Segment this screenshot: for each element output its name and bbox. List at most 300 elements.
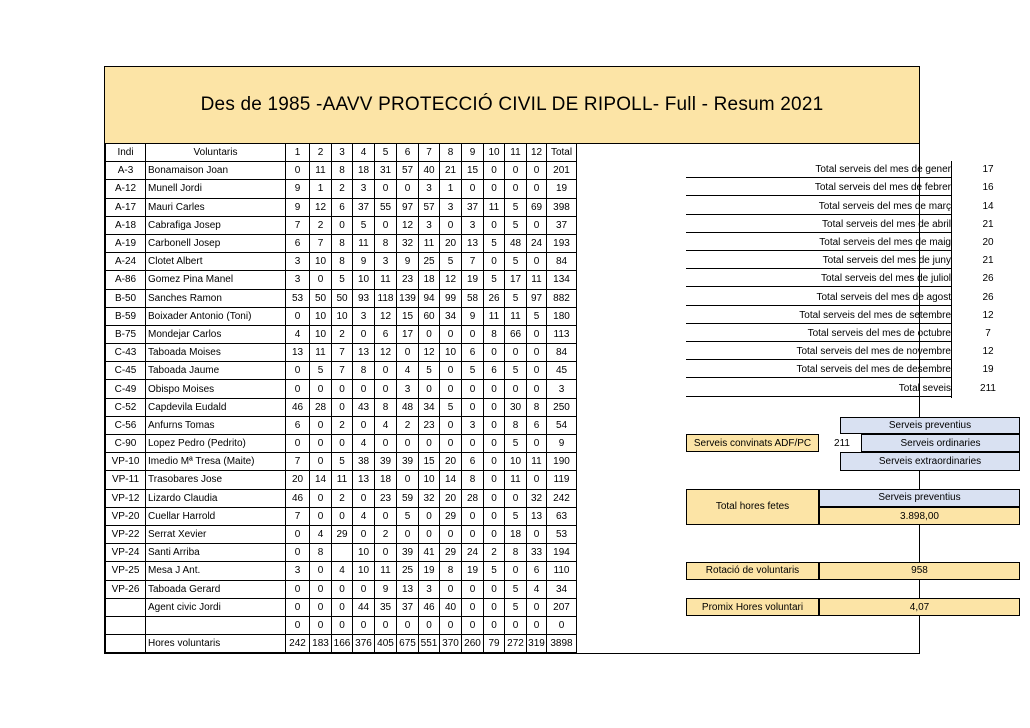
row-name: Taboada Jaume [146, 362, 286, 380]
row-month-value: 8 [332, 234, 353, 252]
row-month-value: 0 [505, 489, 527, 507]
monthly-value: 26 [982, 273, 994, 285]
spreadsheet [104, 66, 996, 654]
row-month-value: 39 [397, 453, 419, 471]
row-month-value: 0 [505, 616, 527, 634]
row-month-value: 26 [484, 289, 505, 307]
row-month-value: 0 [286, 380, 310, 398]
row-month-value: 0 [397, 180, 419, 198]
row-total: 242 [547, 489, 577, 507]
row-month-value: 0 [462, 598, 484, 616]
row-month-value: 0 [332, 580, 353, 598]
row-month-value: 0 [484, 580, 505, 598]
row-month-value: 23 [375, 489, 397, 507]
row-month-value: 2 [332, 489, 353, 507]
row-name: Clotet Albert [146, 253, 286, 271]
row-month-value: 0 [505, 562, 527, 580]
row-month-value: 7 [286, 507, 310, 525]
row-total: 63 [547, 507, 577, 525]
table-row [106, 580, 577, 598]
row-total: 180 [547, 307, 577, 325]
row-month-value: 0 [353, 616, 375, 634]
row-month-value: 10 [332, 307, 353, 325]
row-month-value: 8 [527, 398, 547, 416]
row-month-value: 8 [462, 471, 484, 489]
row-month-value: 3 [286, 253, 310, 271]
monthly-label: Total serveis del mes de octubre [686, 325, 951, 342]
row-month-value: 0 [375, 616, 397, 634]
row-month-value: 12 [440, 271, 462, 289]
row-month-value: 551 [419, 635, 440, 653]
row-id: A-17 [106, 198, 146, 216]
row-month-value: 183 [310, 635, 332, 653]
row-month-value: 30 [505, 398, 527, 416]
table-row [106, 253, 577, 271]
row-month-value: 25 [397, 562, 419, 580]
row-month-value: 0 [484, 162, 505, 180]
table-row [106, 525, 577, 543]
row-month-value: 0 [505, 162, 527, 180]
row-month-value: 8 [332, 162, 353, 180]
row-month-value: 0 [462, 525, 484, 543]
row-month-value: 41 [419, 544, 440, 562]
row-month-value: 4 [353, 435, 375, 453]
row-month-value: 29 [440, 507, 462, 525]
header-month: 5 [375, 144, 397, 162]
row-month-value: 0 [353, 416, 375, 434]
row-month-value: 6 [286, 234, 310, 252]
row-total: 34 [547, 580, 577, 598]
table-row [106, 380, 577, 398]
monthly-value: 20 [982, 237, 994, 248]
hores-sublabel: Serveis preventius [819, 489, 1020, 507]
table-row [106, 307, 577, 325]
row-month-value: 3 [375, 253, 397, 271]
row-month-value: 0 [286, 362, 310, 380]
row-month-value: 0 [484, 253, 505, 271]
row-month-value: 94 [419, 289, 440, 307]
row-month-value: 97 [397, 198, 419, 216]
monthly-label: Total seveis [686, 380, 951, 397]
row-month-value: 58 [462, 289, 484, 307]
header-month: 6 [397, 144, 419, 162]
row-month-value: 11 [375, 271, 397, 289]
row-month-value: 405 [375, 635, 397, 653]
row-month-value: 29 [440, 544, 462, 562]
row-month-value: 6 [332, 198, 353, 216]
row-month-value: 0 [462, 580, 484, 598]
monthly-label: Total serveis del mes de setembre [686, 307, 951, 324]
table-row [106, 416, 577, 434]
row-month-value: 2 [332, 325, 353, 343]
row-month-value: 12 [397, 216, 419, 234]
row-month-value: 4 [332, 562, 353, 580]
row-month-value: 0 [484, 344, 505, 362]
table-row [106, 162, 577, 180]
row-month-value: 0 [310, 380, 332, 398]
row-month-value: 24 [462, 544, 484, 562]
row-total: 3898 [547, 635, 577, 653]
row-id: A-19 [106, 234, 146, 252]
row-month-value: 46 [419, 598, 440, 616]
row-total: 194 [547, 544, 577, 562]
monthly-label: Total serveis del mes de maig [686, 234, 951, 251]
row-month-value: 3 [462, 416, 484, 434]
row-month-value: 11 [332, 471, 353, 489]
rotacio-label: Rotació de voluntaris [686, 562, 819, 580]
row-month-value: 118 [375, 289, 397, 307]
row-month-value: 44 [353, 598, 375, 616]
row-month-value: 0 [484, 489, 505, 507]
row-month-value: 60 [419, 307, 440, 325]
row-month-value: 0 [353, 580, 375, 598]
row-month-value: 0 [462, 435, 484, 453]
header-row [106, 144, 577, 162]
header-month: 10 [484, 144, 505, 162]
row-name: Serrat Xevier [146, 525, 286, 543]
row-id: A-12 [106, 180, 146, 198]
row-month-value: 242 [286, 635, 310, 653]
row-month-value: 99 [440, 289, 462, 307]
monthly-value: 19 [982, 364, 994, 376]
row-month-value: 0 [397, 525, 419, 543]
row-total: 113 [547, 325, 577, 343]
row-name: Agent civic Jordi [146, 598, 286, 616]
row-month-value: 8 [375, 234, 397, 252]
monthly-value: 12 [982, 346, 994, 358]
row-month-value: 48 [505, 234, 527, 252]
row-month-value: 40 [419, 162, 440, 180]
table-row [106, 180, 577, 198]
row-month-value: 0 [484, 416, 505, 434]
row-month-value: 0 [527, 598, 547, 616]
row-month-value: 13 [286, 344, 310, 362]
row-month-value: 19 [462, 562, 484, 580]
row-month-value: 9 [397, 253, 419, 271]
hores-label: Total hores fetes [686, 489, 819, 525]
row-month-value: 79 [484, 635, 505, 653]
row-month-value: 5 [505, 253, 527, 271]
monthly-value: 7 [985, 328, 991, 339]
row-month-value: 11 [353, 234, 375, 252]
row-month-value: 13 [397, 580, 419, 598]
row-month-value: 0 [286, 616, 310, 634]
row-month-value: 4 [375, 416, 397, 434]
row-month-value: 37 [353, 198, 375, 216]
row-month-value: 39 [375, 453, 397, 471]
row-month-value: 37 [397, 598, 419, 616]
monthly-label: Total serveis del mes de abril [686, 216, 951, 233]
row-name: Taboada Moises [146, 344, 286, 362]
hores-value: 3.898,00 [819, 507, 1020, 525]
table-row [106, 453, 577, 471]
row-month-value: 38 [353, 453, 375, 471]
row-total: 3 [547, 380, 577, 398]
row-month-value: 8 [310, 544, 332, 562]
header-month: 7 [419, 144, 440, 162]
row-month-value: 20 [440, 453, 462, 471]
row-month-value: 2 [332, 416, 353, 434]
row-id: VP-10 [106, 453, 146, 471]
row-month-value: 5 [505, 580, 527, 598]
row-name: Carbonell Josep [146, 234, 286, 252]
row-month-value: 0 [484, 398, 505, 416]
row-month-value: 9 [462, 307, 484, 325]
row-month-value: 0 [462, 398, 484, 416]
row-month-value: 0 [527, 362, 547, 380]
row-month-value: 0 [419, 325, 440, 343]
row-month-value: 0 [527, 525, 547, 543]
header-month: 9 [462, 144, 484, 162]
row-month-value: 0 [310, 416, 332, 434]
row-month-value: 0 [310, 435, 332, 453]
row-month-value: 0 [484, 216, 505, 234]
row-month-value: 5 [310, 362, 332, 380]
row-name: Bonamaison Joan [146, 162, 286, 180]
row-month-value: 57 [397, 162, 419, 180]
row-month-value: 0 [527, 380, 547, 398]
row-month-value: 0 [484, 453, 505, 471]
row-month-value: 6 [527, 562, 547, 580]
row-month-value: 11 [505, 307, 527, 325]
row-month-value: 2 [310, 216, 332, 234]
row-month-value: 24 [527, 234, 547, 252]
row-month-value: 0 [332, 398, 353, 416]
monthly-value: 14 [982, 200, 994, 212]
row-month-value: 37 [462, 198, 484, 216]
row-month-value: 0 [353, 380, 375, 398]
row-month-value: 0 [286, 435, 310, 453]
row-month-value: 5 [462, 362, 484, 380]
row-month-value: 25 [419, 253, 440, 271]
row-month-value: 8 [505, 544, 527, 562]
row-month-value: 10 [353, 544, 375, 562]
row-id [106, 616, 146, 634]
row-month-value: 12 [375, 344, 397, 362]
row-month-value: 18 [375, 471, 397, 489]
row-month-value: 0 [375, 507, 397, 525]
row-month-value: 6 [462, 344, 484, 362]
row-month-value: 376 [353, 635, 375, 653]
row-month-value: 0 [440, 216, 462, 234]
row-name: Boixader Antonio (Toni) [146, 307, 286, 325]
row-month-value: 13 [462, 234, 484, 252]
row-month-value: 11 [484, 198, 505, 216]
monthly-value: 26 [982, 291, 994, 303]
row-month-value: 0 [440, 416, 462, 434]
convinats-preventius: Serveis preventius [840, 417, 1020, 434]
row-month-value: 0 [440, 616, 462, 634]
row-month-value: 11 [375, 562, 397, 580]
row-month-value: 0 [419, 525, 440, 543]
row-month-value: 10 [353, 271, 375, 289]
row-total: 0 [547, 616, 577, 634]
row-id: VP-26 [106, 580, 146, 598]
row-month-value: 0 [397, 616, 419, 634]
row-name: Trasobares Jose [146, 471, 286, 489]
row-month-value: 0 [375, 544, 397, 562]
table-row [106, 635, 577, 653]
header-month: 4 [353, 144, 375, 162]
row-month-value: 260 [462, 635, 484, 653]
row-month-value: 5 [505, 435, 527, 453]
row-month-value: 11 [484, 307, 505, 325]
table-row [106, 325, 577, 343]
row-month-value: 0 [484, 507, 505, 525]
table-row [106, 562, 577, 580]
row-month-value: 2 [375, 525, 397, 543]
row-total: 207 [547, 598, 577, 616]
row-total: 54 [547, 416, 577, 434]
row-month-value: 0 [353, 325, 375, 343]
row-month-value: 32 [397, 234, 419, 252]
table-row [106, 489, 577, 507]
header-month: 1 [286, 144, 310, 162]
row-month-value: 39 [397, 544, 419, 562]
row-month-value: 0 [332, 380, 353, 398]
row-month-value: 11 [310, 344, 332, 362]
row-month-value: 0 [484, 471, 505, 489]
row-month-value: 8 [332, 253, 353, 271]
volunteer-table [105, 143, 577, 653]
row-month-value: 14 [440, 471, 462, 489]
row-month-value: 19 [462, 271, 484, 289]
row-month-value: 66 [505, 325, 527, 343]
page-title: Des de 1985 -AAVV PROTECCIÓ CIVIL DE RIPOLL- Full - Resum 2021 [200, 94, 824, 115]
monthly-label: Total serveis del mes de març [686, 198, 951, 215]
row-month-value: 11 [527, 271, 547, 289]
row-month-value: 28 [462, 489, 484, 507]
row-name: Hores voluntaris [146, 635, 286, 653]
row-month-value: 0 [419, 380, 440, 398]
row-name: Imedio Mª Tresa (Maite) [146, 453, 286, 471]
row-month-value: 1 [440, 180, 462, 198]
row-name: Lizardo Claudia [146, 489, 286, 507]
row-month-value: 3 [397, 380, 419, 398]
row-month-value: 7 [332, 362, 353, 380]
row-id [106, 635, 146, 653]
row-month-value: 4 [310, 525, 332, 543]
row-id: B-59 [106, 307, 146, 325]
row-month-value: 34 [419, 398, 440, 416]
monthly-value: 21 [982, 255, 994, 267]
row-month-value: 5 [527, 307, 547, 325]
monthly-label: Total serveis del mes de gener [686, 161, 951, 178]
row-month-value: 17 [505, 271, 527, 289]
row-month-value: 0 [332, 216, 353, 234]
row-id: A-18 [106, 216, 146, 234]
row-month-value: 5 [332, 271, 353, 289]
table-row [106, 289, 577, 307]
row-month-value: 0 [440, 380, 462, 398]
row-month-value: 0 [310, 453, 332, 471]
row-month-value: 0 [440, 580, 462, 598]
row-month-value: 6 [527, 416, 547, 434]
row-name: Capdevila Eudald [146, 398, 286, 416]
row-month-value: 3 [419, 180, 440, 198]
table-row [106, 507, 577, 525]
row-month-value: 0 [527, 180, 547, 198]
row-month-value: 9 [353, 253, 375, 271]
row-total: 882 [547, 289, 577, 307]
row-month-value: 3 [353, 307, 375, 325]
row-month-value: 1 [310, 180, 332, 198]
row-month-value: 0 [419, 435, 440, 453]
monthly-label: Total serveis del mes de desembre [686, 361, 951, 378]
row-month-value: 97 [527, 289, 547, 307]
table-row [106, 198, 577, 216]
row-month-value: 9 [375, 580, 397, 598]
row-month-value: 5 [484, 271, 505, 289]
row-month-value: 7 [310, 234, 332, 252]
row-month-value: 272 [505, 635, 527, 653]
row-month-value: 0 [332, 598, 353, 616]
divider [951, 161, 952, 398]
row-month-value: 8 [484, 325, 505, 343]
monthly-label: Total serveis del mes de febrer [686, 179, 951, 196]
row-month-value: 0 [375, 180, 397, 198]
row-month-value: 20 [440, 489, 462, 507]
row-month-value: 50 [332, 289, 353, 307]
row-month-value: 10 [310, 253, 332, 271]
row-month-value: 0 [484, 598, 505, 616]
row-month-value: 0 [286, 580, 310, 598]
row-month-value: 18 [505, 525, 527, 543]
monthly-value: 211 [980, 382, 996, 394]
row-month-value: 0 [310, 598, 332, 616]
row-month-value: 0 [310, 580, 332, 598]
row-total: 53 [547, 525, 577, 543]
row-month-value: 0 [310, 489, 332, 507]
monthly-label: Total serveis del mes de juliol [686, 270, 951, 287]
table-row [106, 362, 577, 380]
row-month-value: 4 [353, 507, 375, 525]
row-id: C-45 [106, 362, 146, 380]
row-month-value: 0 [527, 162, 547, 180]
row-month-value: 4 [527, 580, 547, 598]
row-name: Santi Arriba [146, 544, 286, 562]
row-name: Anfurns Tomas [146, 416, 286, 434]
row-total: 398 [547, 198, 577, 216]
monthly-label: Total serveis del mes de novembre [686, 343, 951, 360]
row-month-value: 5 [440, 398, 462, 416]
monthly-value: 21 [982, 218, 994, 230]
row-month-value: 0 [397, 471, 419, 489]
row-total: 9 [547, 435, 577, 453]
row-month-value: 4 [397, 362, 419, 380]
header-month: 11 [505, 144, 527, 162]
row-month-value: 0 [462, 507, 484, 525]
row-month-value: 2 [484, 544, 505, 562]
row-month-value: 17 [397, 325, 419, 343]
row-id: A-86 [106, 271, 146, 289]
row-month-value: 675 [397, 635, 419, 653]
rotacio-value: 958 [819, 562, 1020, 580]
row-month-value: 23 [397, 271, 419, 289]
row-month-value: 0 [462, 380, 484, 398]
row-month-value: 40 [440, 598, 462, 616]
row-month-value: 5 [505, 507, 527, 525]
row-month-value: 0 [332, 616, 353, 634]
row-id: C-52 [106, 398, 146, 416]
row-month-value: 0 [375, 435, 397, 453]
row-month-value: 0 [484, 380, 505, 398]
monthly-value: 12 [982, 309, 994, 321]
row-month-value: 34 [440, 307, 462, 325]
row-id: C-56 [106, 416, 146, 434]
row-month-value: 15 [462, 162, 484, 180]
table-row [106, 398, 577, 416]
